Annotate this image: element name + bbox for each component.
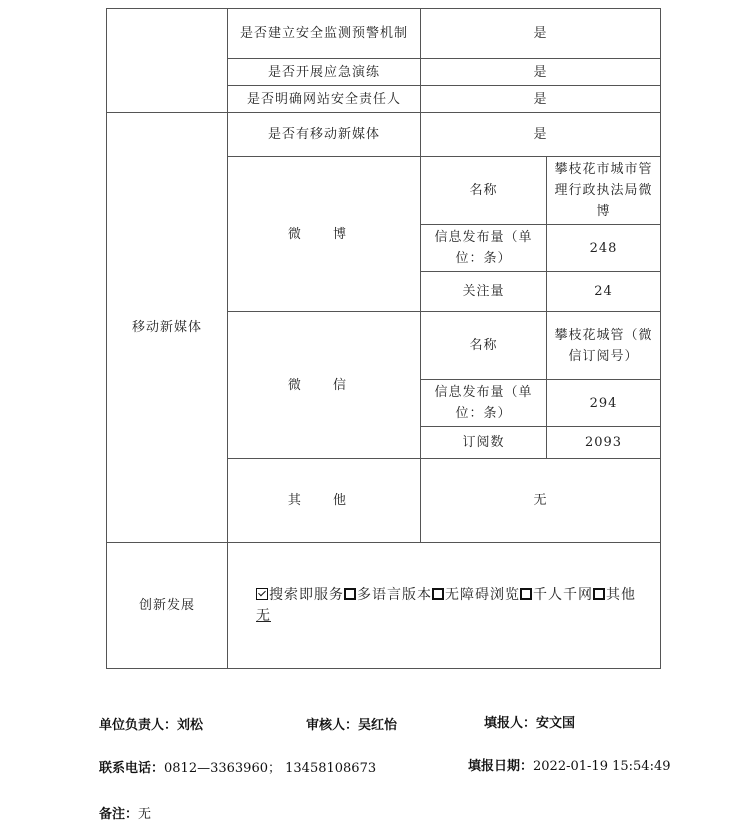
other-media-value: 无 <box>421 459 661 543</box>
filler-value: 安文国 <box>536 716 576 731</box>
date-value: 2022-01-19 15:54:49 <box>533 759 671 774</box>
has-media-label: 是否有移动新媒体 <box>228 113 421 157</box>
mobile-media-section-label: 移动新媒体 <box>107 113 228 543</box>
reviewer-value: 吴红怡 <box>358 718 398 733</box>
other-media-label: 其 他 <box>228 459 421 543</box>
contact-phone <box>99 757 376 776</box>
innovation-other-value: 无 <box>256 607 271 624</box>
responsible-value: 刘松 <box>177 718 204 733</box>
innovation-section-label: 创新发展 <box>107 543 228 669</box>
phone-value: 0812—3363960； 13458108673 <box>164 761 377 776</box>
innovation-option[interactable]: 多语言版本 <box>344 587 432 603</box>
remark <box>99 803 151 822</box>
phone-label: 联系电话： <box>99 761 165 776</box>
security-row-value: 是 <box>421 59 661 86</box>
reviewer <box>306 714 397 733</box>
security-row-label: 是否明确网站安全责任人 <box>228 86 421 113</box>
weixin-posts-value: 294 <box>547 380 661 427</box>
weibo-posts-value: 248 <box>547 225 661 272</box>
innovation-option[interactable]: 无障碍浏览 <box>432 587 520 603</box>
security-row-label: 是否建立安全监测预警机制 <box>228 9 421 59</box>
filler-label: 填报人： <box>484 716 537 731</box>
weixin-subscribers-value: 2093 <box>547 427 661 459</box>
responsible-person <box>99 714 203 733</box>
weixin-posts-label: 信息发布量（单位：条） <box>421 380 547 427</box>
responsible-label: 单位负责人： <box>99 718 178 733</box>
remark-value: 无 <box>138 807 152 822</box>
weibo-posts-label: 信息发布量（单位：条） <box>421 225 547 272</box>
weixin-label: 微 信 <box>228 312 421 459</box>
filler <box>484 712 575 731</box>
weixin-name-label: 名称 <box>421 312 547 380</box>
date-label: 填报日期： <box>468 759 534 774</box>
weibo-followers-label: 关注量 <box>421 272 547 312</box>
weibo-name-label: 名称 <box>421 157 547 225</box>
has-media-value: 是 <box>421 113 661 157</box>
security-section-cell <box>107 9 228 113</box>
innovation-option[interactable]: 其他 <box>593 587 636 603</box>
weibo-name-value: 攀枝花市城市管理行政执法局微博 <box>547 157 661 225</box>
checkbox-icon[interactable] <box>593 588 605 600</box>
remark-label: 备注： <box>99 807 139 822</box>
innovation-options <box>228 543 661 669</box>
security-row-value: 是 <box>421 86 661 113</box>
security-row-label: 是否开展应急演练 <box>228 59 421 86</box>
weixin-subscribers-label: 订阅数 <box>421 427 547 459</box>
security-row-value: 是 <box>421 9 661 59</box>
innovation-option[interactable]: 搜索即服务 <box>256 587 344 603</box>
checkbox-icon[interactable] <box>432 588 444 600</box>
reviewer-label: 审核人： <box>306 718 359 733</box>
checkbox-checked-icon[interactable] <box>256 588 268 600</box>
report-date <box>468 755 671 774</box>
checkbox-icon[interactable] <box>344 588 356 600</box>
weixin-name-value: 攀枝花城管（微信订阅号） <box>547 312 661 380</box>
weibo-followers-value: 24 <box>547 272 661 312</box>
weibo-label: 微 博 <box>228 157 421 312</box>
checkbox-icon[interactable] <box>520 588 532 600</box>
innovation-option[interactable]: 千人千网 <box>520 587 593 603</box>
report-table <box>106 8 661 669</box>
